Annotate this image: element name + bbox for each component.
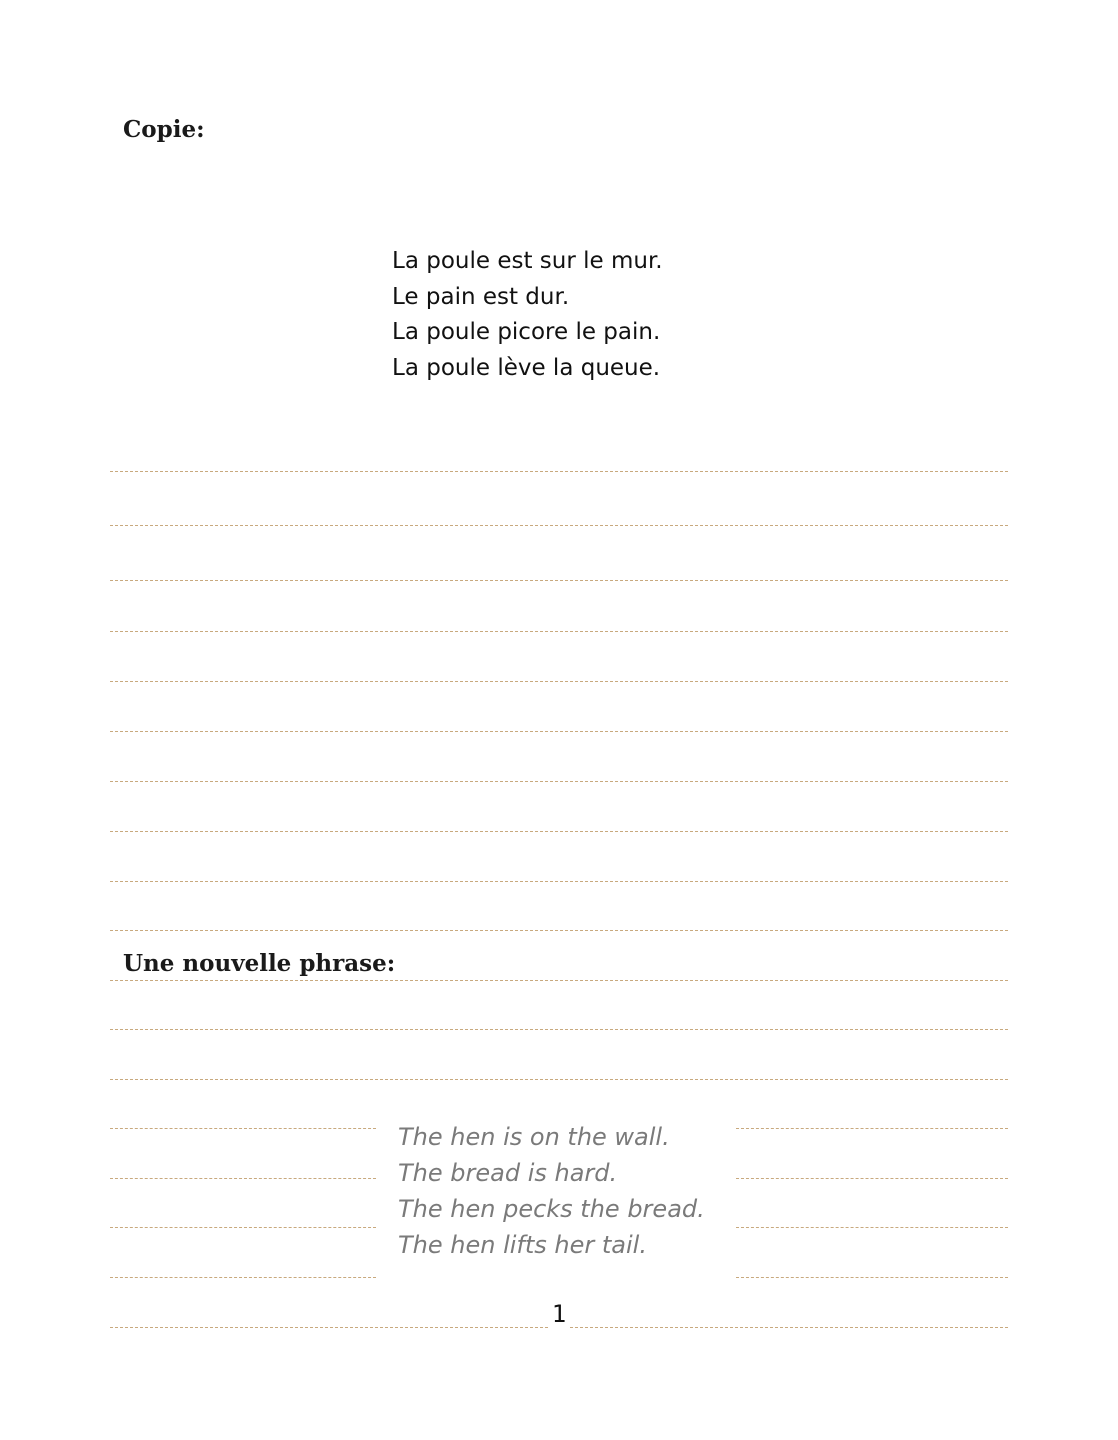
nouvelle-phrase-heading: Une nouvelle phrase:	[123, 950, 399, 977]
french-sentence: La poule lève la queue.	[392, 354, 661, 381]
writing-line	[110, 1079, 1008, 1080]
english-sentence: The hen is on the wall.	[398, 1123, 670, 1151]
english-sentence: The bread is hard.	[398, 1159, 618, 1187]
writing-line	[110, 980, 1008, 981]
english-sentence: The hen lifts her tail.	[398, 1231, 647, 1259]
french-sentence: Le pain est dur.	[392, 283, 570, 310]
english-translation-block	[398, 1119, 705, 1263]
writing-line-left	[110, 1128, 376, 1129]
french-sentences-block	[392, 244, 663, 386]
writing-line-left	[110, 1178, 376, 1179]
writing-line	[110, 881, 1008, 882]
writing-line-right	[736, 1227, 1008, 1228]
writing-line	[110, 631, 1008, 632]
writing-line-right	[736, 1277, 1008, 1278]
writing-line	[110, 580, 1008, 581]
page-number	[0, 1300, 1118, 1328]
writing-line	[110, 930, 1008, 931]
writing-line-right	[736, 1178, 1008, 1179]
writing-line	[110, 1029, 1008, 1030]
page-number-text: 1	[549, 1300, 569, 1328]
writing-line	[110, 781, 1008, 782]
english-sentence: The hen pecks the bread.	[398, 1195, 705, 1223]
writing-line	[110, 525, 1008, 526]
french-sentence: La poule picore le pain.	[392, 319, 661, 345]
writing-line	[110, 471, 1008, 472]
writing-line	[110, 731, 1008, 732]
copie-heading: Copie:	[123, 116, 209, 143]
writing-line	[110, 831, 1008, 832]
french-sentence: La poule est sur le mur.	[392, 248, 663, 274]
writing-line-left	[110, 1277, 376, 1278]
writing-line-left	[110, 1227, 376, 1228]
writing-line-right	[736, 1128, 1008, 1129]
writing-line	[110, 681, 1008, 682]
